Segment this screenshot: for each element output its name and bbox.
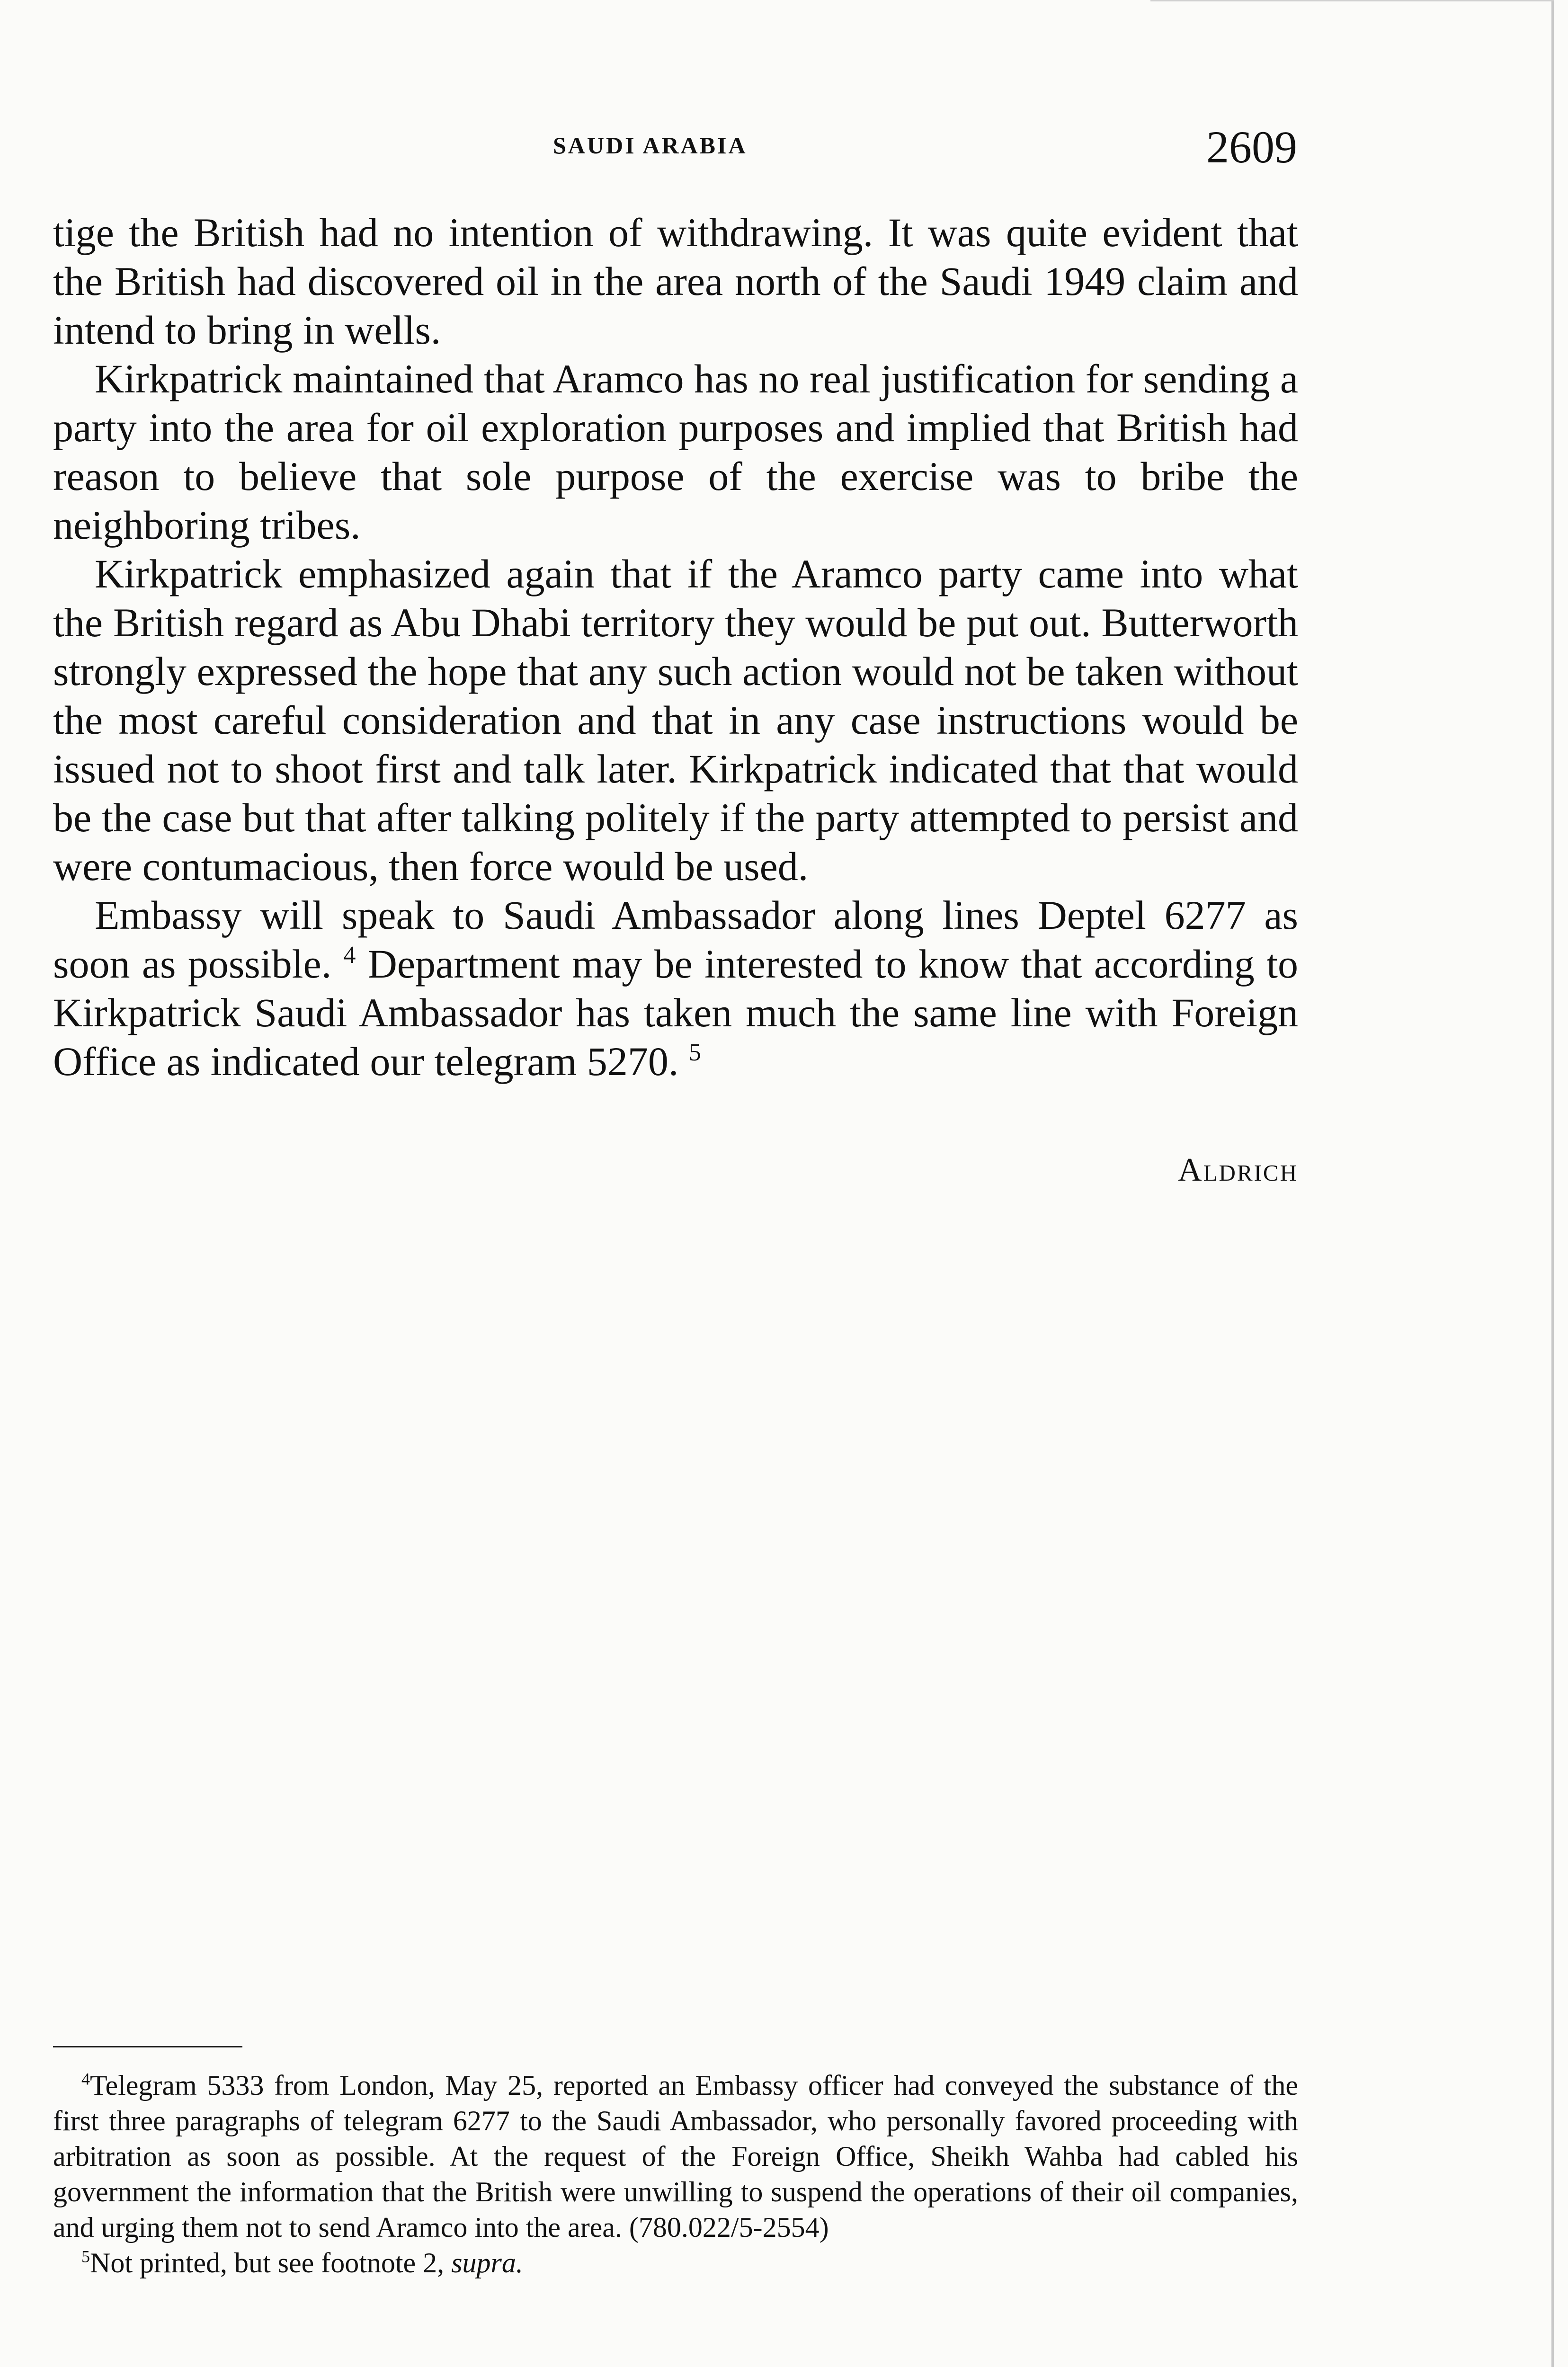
running-title: SAUDI ARABIA xyxy=(553,132,748,159)
footnote-marker: 5 xyxy=(81,2247,90,2266)
paragraph-4-part-a: Embassy will speak to Saudi Ambassador along lines Deptel 6277 as soon as possible. xyxy=(53,892,1298,987)
footnote-5 xyxy=(53,2245,1298,2281)
paragraph-4-part-b: Department may be interested to know that according to Kirkpatrick Saudi Ambassador has taken much the same line with Foreign Office as indicated our telegram 5270. xyxy=(53,941,1299,1084)
footnotes xyxy=(53,2068,1298,2281)
signature: Aldrich xyxy=(1178,1152,1298,1188)
footnote-ref-5: 5 xyxy=(688,1039,701,1067)
page-number: 2609 xyxy=(1206,122,1297,172)
footnote-divider xyxy=(53,2046,242,2047)
footnote-marker: 4 xyxy=(81,2069,90,2089)
paragraph-1: tige the British had no intention of withdrawing. It was quite evident that the British had discovered oil in the area north of the Saudi 1949 claim and intend to bring in wells. xyxy=(53,210,1298,353)
paragraph-2: Kirkpatrick maintained that Aramco has no real justification for sending a party into the area for oil exploration purposes and implied that British had reason to believe that sole purpose of the exercise was to bribe the neighboring tribes. xyxy=(53,356,1298,548)
footnote-4 xyxy=(53,2068,1298,2245)
footnote-italic: supra. xyxy=(451,2247,523,2278)
footnote-ref-4: 4 xyxy=(343,942,356,969)
footnote-text: Telegram 5333 from London, May 25, reported an Embassy officer had conveyed the substance of the first three paragraphs of telegram 6277 to the Saudi Ambassador, who personally favored proceeding with arbitration as soon as possible. At the request of the Foreign Office, Sheikh Wahba had cabled his government the information that the British were unwilling to suspend the operations of their oil companies, and urging them not to send Aramco into the area. (780.022/5-2554) xyxy=(53,2070,1298,2243)
page-edge xyxy=(1551,0,1554,2367)
page-edge-top xyxy=(1150,0,1554,1)
body-text xyxy=(53,208,1298,1086)
footnote-text: Not printed, but see footnote 2, xyxy=(90,2247,452,2278)
paragraph-4 xyxy=(53,891,1298,1086)
paragraph-3: Kirkpatrick emphasized again that if the Aramco party came into what the British regard as Abu Dhabi territory they would be put out. Butterworth strongly expressed the hope that any such action would not be taken without the most careful consideration and that in any case instructions would be issued not to shoot first and talk later. Kirkpatrick indicated that that would be the case but that after talking politely if the party attempted to persist and were contumacious, then force would be used. xyxy=(53,551,1298,889)
